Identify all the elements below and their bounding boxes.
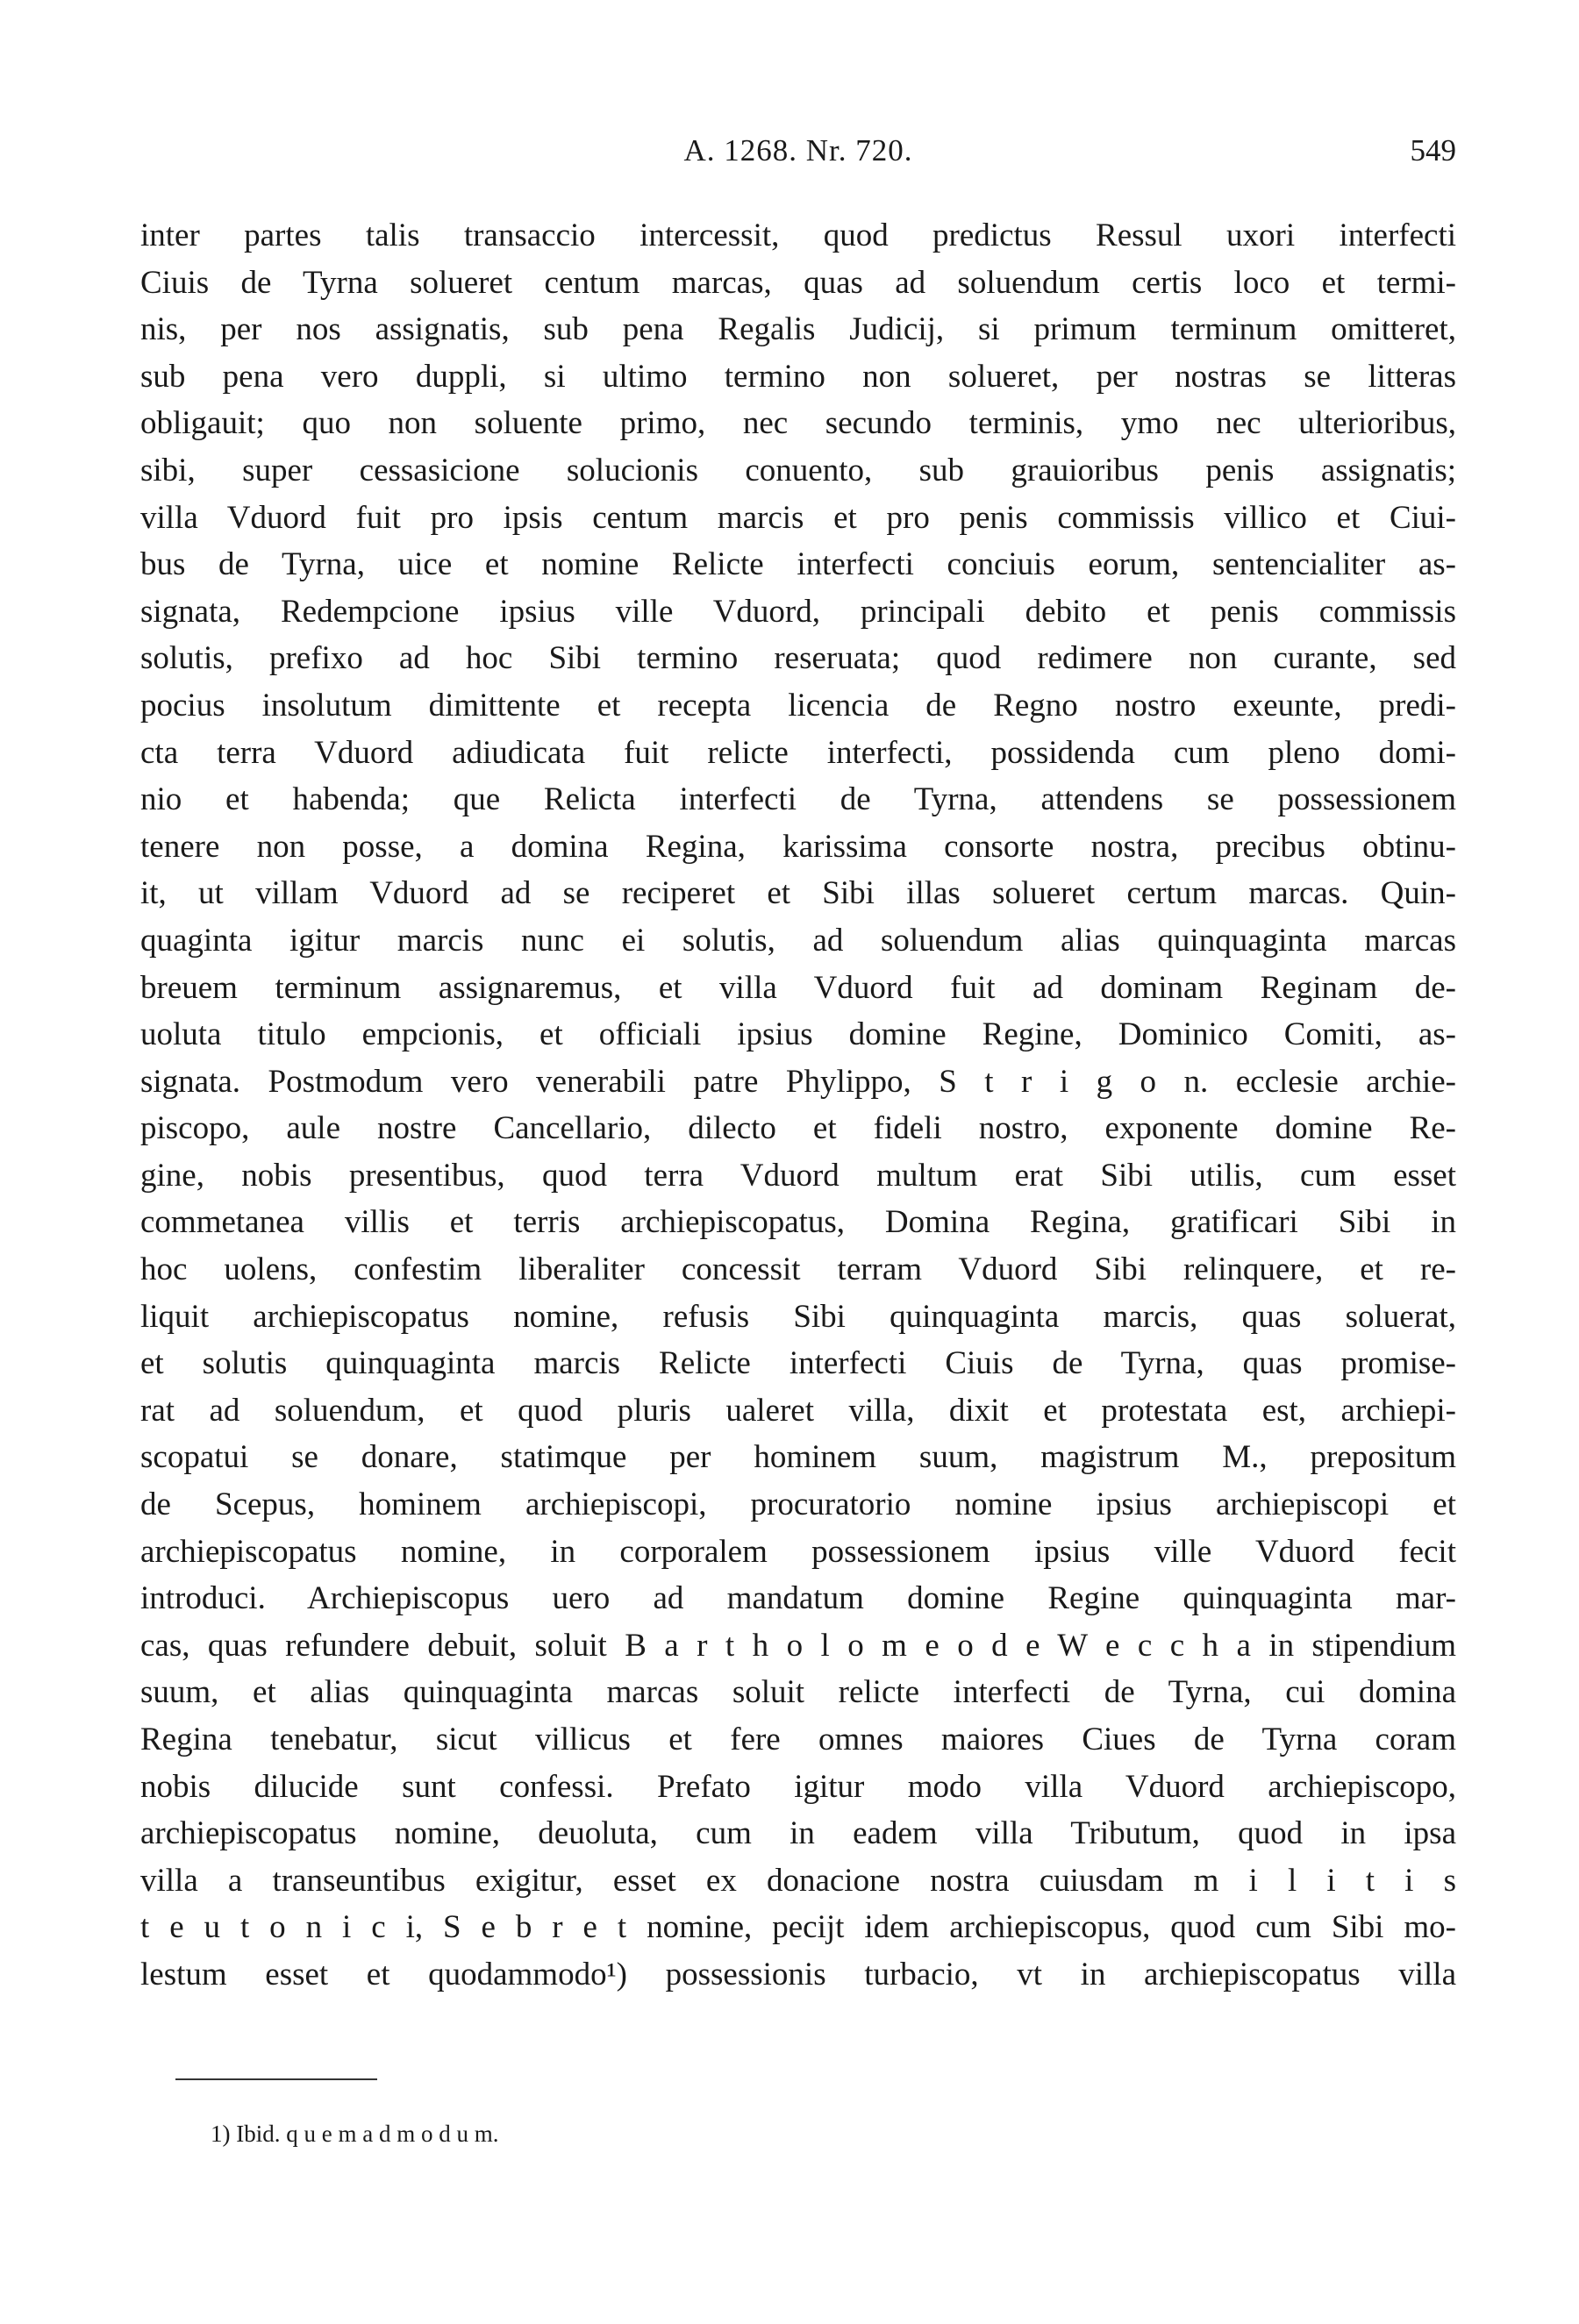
page-header — [140, 133, 1456, 177]
footnote-rule — [175, 2078, 377, 2080]
text-line: hoc uolens, confestim liberaliter concessit terram Vduord Sibi relinquere, et re- — [140, 1251, 1456, 1288]
text-line: villa Vduord fuit pro ipsis centum marcis et pro penis commissis villico et Ciui- — [140, 499, 1456, 536]
text-line: suum, et alias quinquaginta marcas soluit relicte interfecti de Tyrna, cui domina — [140, 1674, 1456, 1711]
text-line: Ciuis de Tyrna solueret centum marcas, quas ad soluendum certis loco et termi- — [140, 264, 1456, 301]
text-line: breuem terminum assignaremus, et villa Vduord fuit ad dominam Reginam de- — [140, 969, 1456, 1006]
text-line: piscopo, aule nostre Cancellario, dilecto et fideli nostro, exponente domine Re- — [140, 1110, 1456, 1147]
text-line: introduci. Archiepiscopus uero ad mandatum domine Regine quinquaginta mar- — [140, 1580, 1456, 1617]
text-line: liquit archiepiscopatus nomine, refusis Sibi quinquaginta marcis, quas soluerat, — [140, 1298, 1456, 1335]
text-line: sibi, super cessasicione solucionis conuento, sub grauioribus penis assignatis; — [140, 452, 1456, 488]
text-line: signata, Redempcione ipsius ville Vduord, principali debito et penis commissis — [140, 593, 1456, 630]
text-line: solutis, prefixo ad hoc Sibi termino reseruata; quod redimere non curante, sed — [140, 640, 1456, 677]
text-line: uoluta titulo empcionis, et officiali ipsius domine Regine, Dominico Comiti, as- — [140, 1016, 1456, 1053]
text-line: cta terra Vduord adiudicata fuit relicte interfecti, possidenda cum pleno domi- — [140, 734, 1456, 771]
text-line: inter partes talis transaccio intercessit, quod predictus Ressul uxori interfecti — [140, 217, 1456, 253]
text-line: tenere non posse, a domina Regina, karissima consorte nostra, precibus obtinu- — [140, 828, 1456, 865]
text-line: commetanea villis et terris archiepiscopatus, Domina Regina, gratificari Sibi in — [140, 1204, 1456, 1241]
text-line: signata. Postmodum vero venerabili patre Phylippo, S t r i g o n. ecclesie archie- — [140, 1063, 1456, 1100]
text-line: sub pena vero duppli, si ultimo termino non solueret, per nostras se litteras — [140, 358, 1456, 395]
text-line: pocius insolutum dimittente et recepta licencia de Regno nostro exeunte, predi- — [140, 687, 1456, 724]
text-line: nis, per nos assignatis, sub pena Regalis Judicij, si primum terminum omitteret, — [140, 311, 1456, 348]
running-title: A. 1268. Nr. 720. — [683, 133, 913, 168]
text-line: nio et habenda; que Relicta interfecti de Tyrna, attendens se possessionem — [140, 781, 1456, 818]
footnote: 1) Ibid. q u e m a d m o d u m. — [211, 2121, 499, 2147]
text-line: scopatui se donare, statimque per hominem suum, magistrum M., prepositum — [140, 1439, 1456, 1476]
text-line: nobis dilucide sunt confessi. Prefato igitur modo villa Vduord archiepiscopo, — [140, 1768, 1456, 1805]
text-line: it, ut villam Vduord ad se reciperet et Sibi illas solueret certum marcas. Quin- — [140, 875, 1456, 912]
text-line: archiepiscopatus nomine, in corporalem possessionem ipsius ville Vduord fecit — [140, 1533, 1456, 1570]
text-line: villa a transeuntibus exigitur, esset ex donacione nostra cuiusdam m i l i t i s — [140, 1862, 1456, 1899]
text-line: obligauit; quo non soluente primo, nec secundo terminis, ymo nec ulterioribus, — [140, 405, 1456, 442]
text-line: cas, quas refundere debuit, soluit B a r t h o l o m e o d e W e c c h a in stipendium — [140, 1627, 1456, 1664]
text-line: lestum esset et quodammodo¹) possessionis turbacio, vt in archiepiscopatus villa — [140, 1956, 1456, 1993]
main-text — [140, 212, 1456, 1999]
text-line: gine, nobis presentibus, quod terra Vduord multum erat Sibi utilis, cum esset — [140, 1157, 1456, 1194]
text-line: quaginta igitur marcis nunc ei solutis, ad soluendum alias quinquaginta marcas — [140, 922, 1456, 959]
text-line: bus de Tyrna, uice et nomine Relicte interfecti conciuis eorum, sentencialiter as- — [140, 546, 1456, 583]
text-line: de Scepus, hominem archiepiscopi, procuratorio nomine ipsius archiepiscopi et — [140, 1486, 1456, 1523]
text-line: et solutis quinquaginta marcis Relicte interfecti Ciuis de Tyrna, quas promise- — [140, 1345, 1456, 1382]
text-line: Regina tenebatur, sicut villicus et fere omnes maiores Ciues de Tyrna coram — [140, 1722, 1456, 1757]
text-line: rat ad soluendum, et quod pluris ualeret villa, dixit et protestata est, archiepi- — [140, 1392, 1456, 1429]
text-line: archiepiscopatus nomine, deuoluta, cum in eadem villa Tributum, quod in ipsa — [140, 1815, 1456, 1852]
page-number: 549 — [1410, 133, 1456, 168]
text-line: t e u t o n i c i, S e b r e t nomine, pecijt idem archiepiscopus, quod cum Sibi mo- — [140, 1909, 1456, 1946]
